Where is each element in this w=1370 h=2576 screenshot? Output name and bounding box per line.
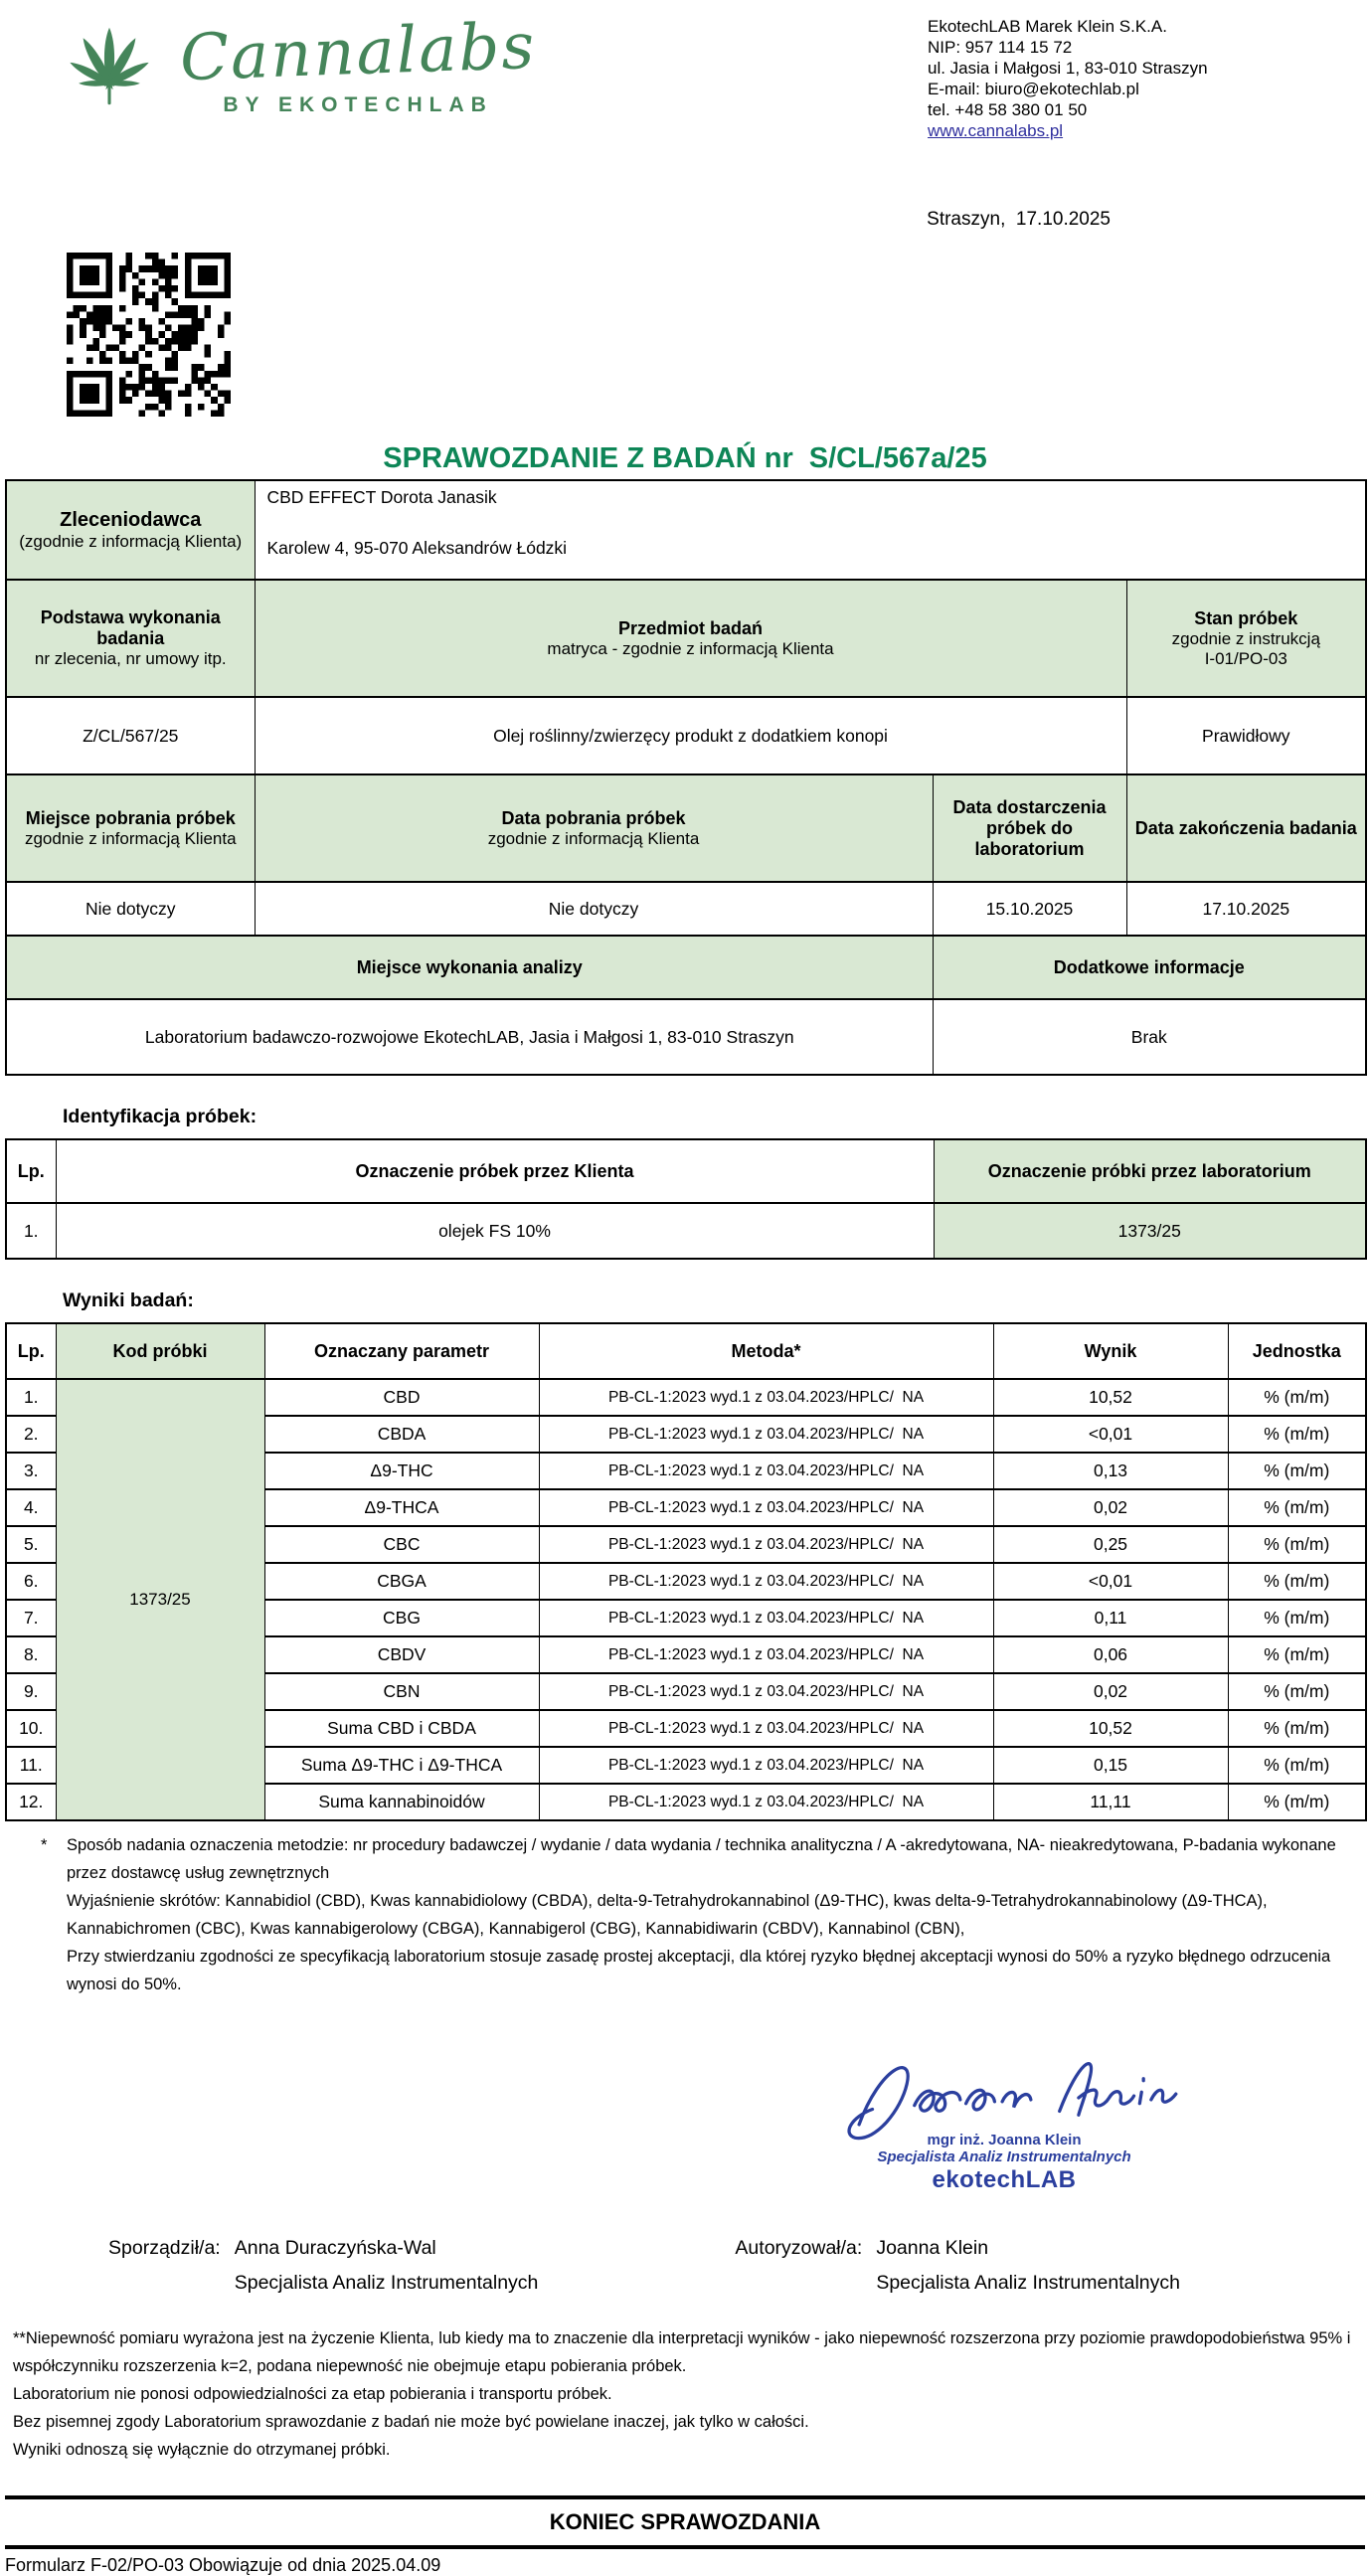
footnote-method: Sposób nadania oznaczenia metodzie: nr procedury badawczej / wydanie / data wydania / technika analityczna / A -akredytowana, NA- nieakredytowana, P-badania wykonane przez dostawcę usług zewnętrznych — [67, 1836, 1336, 1882]
param-cell: CBDA — [264, 1416, 539, 1453]
company-email: E-mail: biuro@ekotechlab.pl — [928, 80, 1139, 98]
authorized-by-name: Joanna Klein — [876, 2237, 989, 2259]
brand-logo — [45, 9, 538, 151]
result-cell: 11,11 — [993, 1784, 1228, 1820]
lp-cell: 7. — [6, 1600, 56, 1636]
res-col-lp: Lp. — [6, 1323, 56, 1379]
lp-cell: 1. — [6, 1379, 56, 1416]
signature-names — [5, 2237, 1365, 2295]
unit-cell: % (m/m) — [1228, 1489, 1366, 1526]
client-label-cell — [6, 480, 255, 580]
end-of-report-banner: KONIEC SPRAWOZDANIA — [5, 2495, 1365, 2549]
authorized-by-label: Autoryzował/a: — [735, 2237, 863, 2259]
res-col-kod: Kod próbki — [56, 1323, 264, 1379]
basis-sub: nr zlecenia, nr umowy itp. — [34, 649, 227, 668]
sampling-place-label: Miejsce pobrania próbek — [25, 807, 236, 828]
brand-tagline: BY EKOTECHLAB — [223, 93, 493, 116]
unit-cell: % (m/m) — [1228, 1784, 1366, 1820]
qr-code — [67, 253, 231, 417]
param-cell: CBG — [264, 1600, 539, 1636]
identification-heading: Identyfikacja próbek: — [63, 1106, 257, 1127]
identification-table — [5, 1138, 1367, 1260]
lp-cell: 3. — [6, 1453, 56, 1489]
sampling-place-header-cell — [6, 774, 255, 882]
lp-cell: 12. — [6, 1784, 56, 1820]
param-cell: CBC — [264, 1526, 539, 1563]
lp-cell: 6. — [6, 1563, 56, 1600]
prepared-by-title: Specjalista Analiz Instrumentalnych — [234, 2272, 539, 2294]
param-cell: Suma CBD i CBDA — [264, 1710, 539, 1747]
subject-value-cell: Olej roślinny/zwierzęcy produkt z dodatkiem konopi — [255, 697, 1126, 774]
lp-cell: 2. — [6, 1416, 56, 1453]
company-phone: tel. +48 58 380 01 50 — [928, 100, 1088, 119]
param-cell: CBDV — [264, 1636, 539, 1673]
lp-cell: 10. — [6, 1710, 56, 1747]
id-lab-cell: 1373/25 — [934, 1203, 1366, 1259]
condition-label: Stan próbek — [1194, 607, 1298, 628]
method-cell: PB-CL-1:2023 wyd.1 z 03.04.2023/HPLC/ NA — [539, 1379, 993, 1416]
footnote-acceptance: Przy stwierdzaniu zgodności ze specyfikacją laboratorium stosuje zasadę prostej akceptacji, dla której ryzyko błędnej akceptacji wynosi do 50% a ryzyko błędnego odrzucenia wynosi do 50%. — [67, 1948, 1331, 1993]
method-cell: PB-CL-1:2023 wyd.1 z 03.04.2023/HPLC/ NA — [539, 1489, 993, 1526]
sampling-date-value-cell: Nie dotyczy — [255, 882, 933, 936]
result-row — [6, 1379, 1366, 1416]
brand-name: Cannalabs — [178, 9, 538, 96]
disclaimer-copy: Bez pisemnej zgody Laboratorium sprawozdanie z badań nie może być powielane inaczej, jak tylko w całości. — [13, 2413, 809, 2431]
identification-row — [6, 1203, 1366, 1259]
client-address: Karolew 4, 95-070 Aleksandrów Łódzki — [266, 538, 568, 558]
result-cell: <0,01 — [993, 1416, 1228, 1453]
additional-info-header-cell: Dodatkowe informacje — [933, 936, 1366, 999]
param-cell: CBD — [264, 1379, 539, 1416]
form-reference: Formularz F-02/PO-03 Obowiązuje od dnia 2025.04.09 — [5, 2555, 441, 2575]
authorized-by-block — [735, 2237, 1180, 2295]
delivery-date-value-cell: 15.10.2025 — [933, 882, 1126, 936]
method-cell: PB-CL-1:2023 wyd.1 z 03.04.2023/HPLC/ NA — [539, 1636, 993, 1673]
header — [5, 0, 1365, 151]
basis-label: Podstawa wykonania badania — [40, 607, 221, 648]
stamp-lab-logo: ekotechLAB — [932, 2166, 1077, 2193]
completion-date-header-cell: Data zakończenia badania — [1126, 774, 1366, 882]
prepared-by-name: Anna Duraczyńska-Wal — [234, 2237, 436, 2259]
unit-cell: % (m/m) — [1228, 1710, 1366, 1747]
report-title — [5, 442, 1365, 475]
unit-cell: % (m/m) — [1228, 1526, 1366, 1563]
subject-header-cell — [255, 580, 1126, 697]
id-col-client: Oznaczenie próbek przez Klienta — [56, 1139, 934, 1203]
result-cell: 0,25 — [993, 1526, 1228, 1563]
result-cell: <0,01 — [993, 1563, 1228, 1600]
id-col-lp: Lp. — [6, 1139, 56, 1203]
results-table — [5, 1322, 1367, 1821]
basis-header-cell — [6, 580, 255, 697]
result-cell: 0,02 — [993, 1673, 1228, 1710]
unit-cell: % (m/m) — [1228, 1416, 1366, 1453]
result-cell: 0,15 — [993, 1747, 1228, 1784]
subject-sub: matryca - zgodnie z informacją Klienta — [547, 638, 834, 658]
client-name: CBD EFFECT Dorota Janasik — [266, 487, 497, 507]
subject-label: Przedmiot badań — [617, 617, 764, 638]
sampling-place-value-cell: Nie dotyczy — [6, 882, 255, 936]
delivery-date-header-cell: Data dostarczenia próbek do laboratorium — [933, 774, 1126, 882]
prepared-by-block — [108, 2237, 538, 2295]
unit-cell: % (m/m) — [1228, 1379, 1366, 1416]
result-cell: 0,11 — [993, 1600, 1228, 1636]
condition-value-cell: Prawidłowy — [1126, 697, 1366, 774]
method-cell: PB-CL-1:2023 wyd.1 z 03.04.2023/HPLC/ NA — [539, 1453, 993, 1489]
prepared-by-label: Sporządził/a: — [108, 2237, 221, 2259]
sampling-date-sub: zgodnie z informacją Klienta — [487, 828, 700, 848]
param-cell: Δ9-THC — [264, 1453, 539, 1489]
analysis-place-value-cell: Laboratorium badawczo-rozwojowe EkotechLAB, Jasia i Małgosi 1, 83-010 Straszyn — [6, 999, 933, 1075]
param-cell: CBGA — [264, 1563, 539, 1600]
param-cell: Suma Δ9-THC i Δ9-THCA — [264, 1747, 539, 1784]
client-label-sub: (zgodnie z informacją Klienta) — [19, 531, 243, 551]
unit-cell: % (m/m) — [1228, 1747, 1366, 1784]
method-footnotes — [41, 1831, 1343, 1998]
res-col-result: Wynik — [993, 1323, 1228, 1379]
stamp-title: Specjalista Analiz Instrumentalnych — [877, 2148, 1131, 2165]
disclaimer — [13, 2324, 1357, 2464]
lp-cell: 8. — [6, 1636, 56, 1673]
sampling-place-sub: zgodnie z informacją Klienta — [24, 828, 237, 848]
unit-cell: % (m/m) — [1228, 1673, 1366, 1710]
title-band — [5, 253, 1365, 479]
unit-cell: % (m/m) — [1228, 1636, 1366, 1673]
method-cell: PB-CL-1:2023 wyd.1 z 03.04.2023/HPLC/ NA — [539, 1526, 993, 1563]
report-title-text: SPRAWOZDANIE Z BADAŃ nr — [383, 442, 793, 474]
order-number-cell: Z/CL/567/25 — [6, 697, 255, 774]
disclaimer-responsibility: Laboratorium nie ponosi odpowiedzialności za etap pobierania i transportu próbek. — [13, 2385, 612, 2403]
authorization-stamp — [790, 2050, 1218, 2194]
report-number: S/CL/567a/25 — [808, 442, 987, 474]
company-address: ul. Jasia i Małgosi 1, 83-010 Straszyn — [928, 59, 1208, 78]
disclaimer-uncertainty: **Niepewność pomiaru wyrażona jest na życzenie Klienta, lub kiedy ma to znaczenie dla interpretacji wyników - jako niepewność rozszerzona przy poziomie prawdopodobieństwa 95% i współczynniku rozszerzenia k=2, podana niepewność nie obejmuje etapu pobierania próbek. — [13, 2329, 1351, 2375]
res-col-method: Metoda* — [539, 1323, 993, 1379]
sampling-date-label: Data pobrania próbek — [501, 807, 686, 828]
param-cell: Δ9-THCA — [264, 1489, 539, 1526]
param-cell: CBN — [264, 1673, 539, 1710]
unit-cell: % (m/m) — [1228, 1563, 1366, 1600]
condition-sub: zgodnie z instrukcją I-01/PO-03 — [1171, 628, 1320, 668]
id-client-cell: olejek FS 10% — [56, 1203, 934, 1259]
company-name: EkotechLAB Marek Klein S.K.A. — [928, 17, 1167, 36]
method-cell: PB-CL-1:2023 wyd.1 z 03.04.2023/HPLC/ NA — [539, 1416, 993, 1453]
client-label: Zleceniodawca — [60, 508, 202, 531]
sampling-date-header-cell — [255, 774, 933, 882]
results-heading: Wyniki badań: — [63, 1289, 194, 1311]
sample-code-cell: 1373/25 — [56, 1379, 264, 1820]
unit-cell: % (m/m) — [1228, 1453, 1366, 1489]
order-info-table — [5, 479, 1367, 1076]
company-website-link[interactable]: www.cannalabs.pl — [928, 121, 1064, 140]
company-nip: NIP: 957 114 15 72 — [928, 38, 1073, 57]
completion-date-value-cell: 17.10.2025 — [1126, 882, 1366, 936]
result-cell: 0,02 — [993, 1489, 1228, 1526]
method-cell: PB-CL-1:2023 wyd.1 z 03.04.2023/HPLC/ NA — [539, 1673, 993, 1710]
method-cell: PB-CL-1:2023 wyd.1 z 03.04.2023/HPLC/ NA — [539, 1600, 993, 1636]
lp-cell: 9. — [6, 1673, 56, 1710]
result-cell: 0,06 — [993, 1636, 1228, 1673]
additional-info-value-cell: Brak — [933, 999, 1366, 1075]
place-date: Straszyn, 17.10.2025 — [927, 209, 1111, 230]
param-cell: Suma kannabinoidów — [264, 1784, 539, 1820]
client-value-cell — [255, 480, 1366, 580]
company-info — [928, 16, 1325, 151]
cannabis-leaf-icon — [45, 22, 174, 141]
method-cell: PB-CL-1:2023 wyd.1 z 03.04.2023/HPLC/ NA — [539, 1563, 993, 1600]
lp-cell: 5. — [6, 1526, 56, 1563]
unit-cell: % (m/m) — [1228, 1600, 1366, 1636]
res-col-param: Oznaczany parametr — [264, 1323, 539, 1379]
method-cell: PB-CL-1:2023 wyd.1 z 03.04.2023/HPLC/ NA — [539, 1784, 993, 1820]
authorized-by-title: Specjalista Analiz Instrumentalnych — [876, 2272, 1180, 2294]
condition-header-cell — [1126, 580, 1366, 697]
id-col-lab: Oznaczenie próbki przez laboratorium — [934, 1139, 1366, 1203]
footnote-abbreviations: Wyjaśnienie skrótów: Kannabidiol (CBD), Kwas kannabidiolowy (CBDA), delta-9-Tetrahydrokannabinol (Δ9-THC), kwas delta-9-Tetrahydrokannabinolowy (Δ9-THCA), Kannabichromen (CBC), Kwas kannabigerolowy (CBGA), Kannabigerol (CBG), Kannabidiwarin (CBDV), Kannabinol (CBN), — [67, 1892, 1268, 1938]
lp-cell: 4. — [6, 1489, 56, 1526]
id-lp-cell: 1. — [6, 1203, 56, 1259]
wordmark — [178, 9, 538, 117]
footnote-star: * — [41, 1836, 48, 1854]
signature-area — [5, 2050, 1365, 2301]
res-col-unit: Jednostka — [1228, 1323, 1366, 1379]
method-cell: PB-CL-1:2023 wyd.1 z 03.04.2023/HPLC/ NA — [539, 1747, 993, 1784]
result-cell: 0,13 — [993, 1453, 1228, 1489]
result-cell: 10,52 — [993, 1710, 1228, 1747]
result-cell: 10,52 — [993, 1379, 1228, 1416]
disclaimer-scope: Wyniki odnoszą się wyłącznie do otrzymanej próbki. — [13, 2441, 391, 2459]
analysis-place-header-cell: Miejsce wykonania analizy — [6, 936, 933, 999]
lp-cell: 11. — [6, 1747, 56, 1784]
method-cell: PB-CL-1:2023 wyd.1 z 03.04.2023/HPLC/ NA — [539, 1710, 993, 1747]
stamp-name: mgr inż. Joanna Klein — [927, 2132, 1082, 2148]
